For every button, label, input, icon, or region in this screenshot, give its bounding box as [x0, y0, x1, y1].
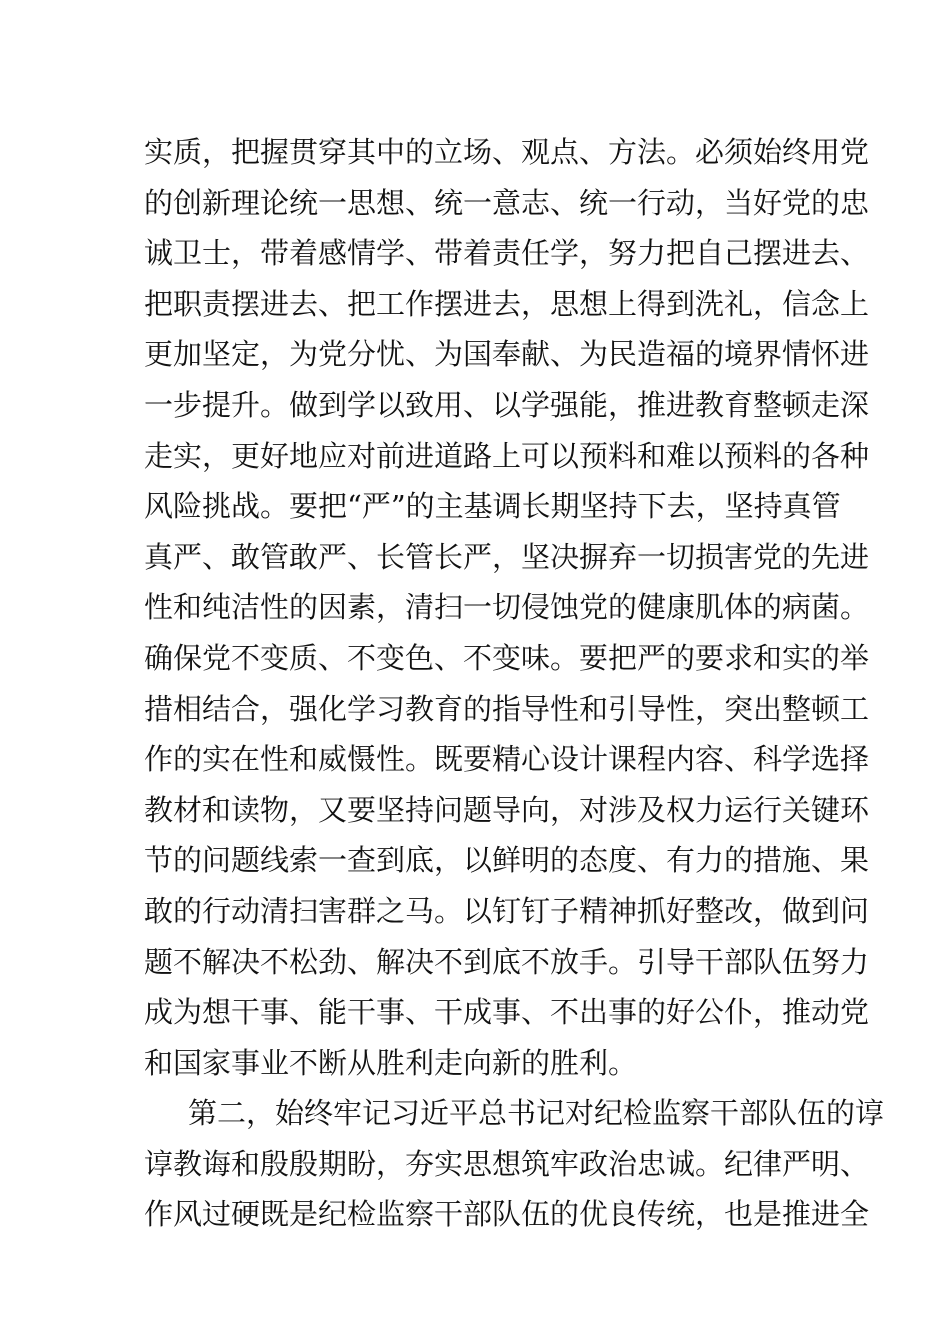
paragraph-end-line: 和国家事业不断从胜利走向新的胜利。	[144, 1045, 638, 1080]
text-line: 把职责摆进去、把工作摆进去，思想上得到洗礼，信念上	[144, 286, 870, 321]
paragraph-start-line: 第二，始终牢记习近平总书记对纪检监察干部队伍的谆	[188, 1096, 885, 1131]
text-line: 谆教诲和殷殷期盼，夯实思想筑牢政治忠诚。纪律严明、	[144, 1146, 870, 1181]
text-line: 实质，把握贯穿其中的立场、观点、方法。必须始终用党	[144, 135, 870, 169]
text-line: 诚卫士，带着感情学、带着责任学，努力把自己摆进去、	[144, 236, 870, 271]
text-line: 确保党不变质、不变色、不变味。要把严的要求和实的举	[144, 640, 870, 675]
text-line: 作的实在性和威慑性。既要精心设计课程内容、科学选择	[144, 742, 870, 777]
text-line: 题不解决不松劲、解决不到底不放手。引导干部队伍努力	[144, 944, 870, 979]
text-line: 节的问题线索一查到底，以鲜明的态度、有力的措施、果	[144, 843, 870, 878]
text-line: 成为想干事、能干事、干成事、不出事的好公仆，推动党	[144, 995, 870, 1030]
text-line: 更加坚定，为党分忧、为国奉献、为民造福的境界情怀进	[144, 337, 870, 372]
text-line: 作风过硬既是纪检监察干部队伍的优良传统，也是推进全	[144, 1197, 870, 1232]
text-line: 真严、敢管敢严、长管长严，坚决摒弃一切损害党的先进	[144, 539, 870, 574]
text-line: 教材和读物，又要坚持问题导向，对涉及权力运行关键环	[144, 792, 870, 827]
text-line: 的创新理论统一思想、统一意志、统一行动，当好党的忠	[144, 185, 870, 220]
text-line: 风险挑战。要把“严”的主基调长期坚持下去，坚持真管	[144, 489, 841, 524]
text-line: 措相结合，强化学习教育的指导性和引导性，突出整顿工	[144, 691, 870, 726]
text-line: 敢的行动清扫害群之马。以钉钉子精神抓好整改，做到问	[144, 893, 870, 928]
body-text	[144, 127, 885, 1240]
text-line: 一步提升。做到学以致用、以学强能，推进教育整顿走深	[144, 387, 870, 422]
text-line: 性和纯洁性的因素，清扫一切侵蚀党的健康肌体的病菌。	[144, 590, 870, 625]
text-line: 走实，更好地应对前进道路上可以预料和难以预料的各种	[144, 438, 870, 473]
